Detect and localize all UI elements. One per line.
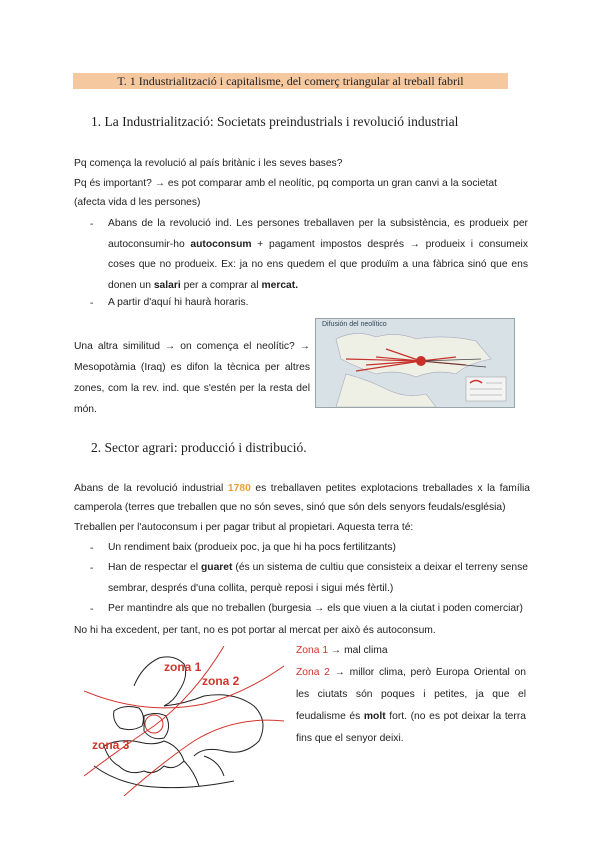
question-2: Pq és important? → es pot comparar amb el neolític, pq comporta un gran canvi a la societat (afecta vida d les persones) xyxy=(74,178,497,208)
document-title: T. 1 Industrialització i capitalisme, del comerç triangular al treball fabril xyxy=(73,73,508,89)
map-label-zona-2: zona 2 xyxy=(202,674,240,688)
bullet-dash: - xyxy=(90,219,94,230)
year-1780: 1780 xyxy=(227,483,251,494)
bullet-dash: - xyxy=(90,298,94,309)
paragraph-neolitic: Una altra similitud → on comença el neolític? → Mesopotàmia (Iraq) es difon la tècnica per altres zones, com la rev. ind. que s'estén per la resta del món. xyxy=(74,341,310,415)
section-1-heading: 1. La Industrialització: Societats preindustrials i revolució industrial xyxy=(91,114,459,129)
zone-1-description: Zona 1 → mal clima xyxy=(296,645,388,656)
bullet-autoconsum: Abans de la revolució ind. Les persones treballaven per la subsistència, es produeix per autoconsumir-ho autoconsum + pagament impostos després → produeix i consumeix coses que no produeix. Ex: ja no ens quedem el que produïm a una fàbrica sinó que ens donen un salari per a comprar al mercat. xyxy=(108,218,528,291)
bullet-dash: - xyxy=(90,563,94,574)
map-label-zona-1: zona 1 xyxy=(164,660,202,674)
bullet-dash: - xyxy=(90,543,94,554)
paragraph-excedent: No hi ha excedent, per tant, no es pot portar al mercat per això és autoconsum. xyxy=(74,625,436,636)
neolithic-map-drawing xyxy=(316,319,514,407)
neolithic-map-caption: Difusión del neolítico xyxy=(322,321,387,328)
paragraph-treballen: Treballen per l'autoconsum i per pagar tribut al propietari. Aquesta terra té: xyxy=(74,522,414,533)
section-2-heading: 2. Sector agrari: producció i distribució. xyxy=(91,440,307,455)
neolithic-diffusion-map xyxy=(315,318,515,408)
question-1: Pq comença la revolució al país britànic i les seves bases? xyxy=(74,158,343,169)
bullet-horaris: A partir d'aquí hi haurà horaris. xyxy=(108,297,249,308)
bullet-dash: - xyxy=(90,604,94,615)
map-label-zona-3: zona 3 xyxy=(92,738,130,752)
paragraph-abans: Abans de la revolució industrial 1780 es treballaven petites explotacions treballades x la família camperola (terres que treballen que no són seves, sinó que són dels senyors feudals/església) xyxy=(74,483,530,513)
zone-2-description: Zona 2 → millor clima, però Europa Oriental on les ciutats són poques i petites, ja que el feudalisme és molt fort. (no es pot deixar la terra fins que el senyor deixi. xyxy=(296,667,526,744)
bullet-mantindre: Per mantindre als que no treballen (burgesia → els que viuen a la ciutat i poden comerciar) xyxy=(108,603,523,614)
bullet-rendiment: Un rendiment baix (produeix poc, ja que hi ha pocs fertilitzants) xyxy=(108,542,396,553)
bullet-guaret: Han de respectar el guaret (és un sistema de cultiu que consisteix a deixar el terreny sense sembrar, després d'una collita, perquè reposi i sigui més fèrtil.) xyxy=(108,562,528,594)
europe-zones-map xyxy=(84,646,284,796)
